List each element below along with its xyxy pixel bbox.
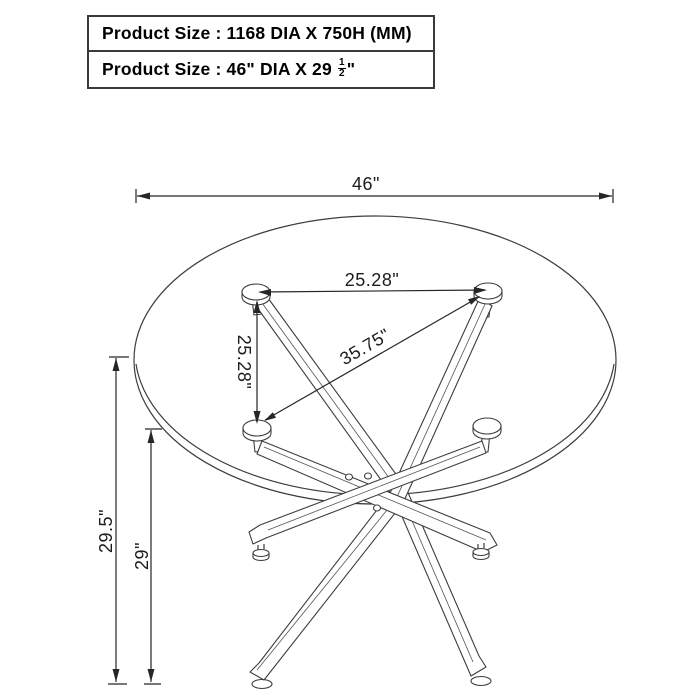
mounting-pad-top-left: [242, 284, 270, 305]
product-size-inch-text: Product Size : 46" DIA X 29: [102, 59, 337, 79]
dim-label-pad-diagonal: 35.75": [336, 324, 394, 370]
mounting-pad-top-right: [474, 283, 502, 304]
dim-label-pad-depth: 25.28": [234, 334, 254, 390]
foot-glide-front-left: [252, 680, 272, 689]
fraction-denominator: 2: [338, 68, 345, 79]
dim-pad-spacing-depth: [234, 300, 261, 424]
foot-glide-rear-right: [473, 549, 489, 560]
dim-overall-height: [96, 357, 129, 684]
leg-joint-knob: [346, 474, 353, 480]
dim-top-diameter: [136, 174, 613, 203]
mounting-pad-bottom-right: [473, 418, 501, 439]
leg-joint-knob: [374, 505, 381, 511]
dim-label-pad-width: 25.28": [344, 270, 400, 290]
product-size-mm-text: Product Size : 1168 DIA X 750H (MM): [102, 23, 412, 43]
dim-label-base-height: 29": [132, 542, 152, 570]
dim-pad-spacing-width: [258, 270, 487, 296]
leg-joint-knob: [365, 473, 372, 479]
dim-label-overall-height: 29.5": [96, 509, 116, 553]
foot-glide-front-right: [471, 677, 491, 686]
glass-thickness-edge: [136, 364, 614, 495]
foot-glide-rear-left: [253, 550, 269, 561]
fraction-numerator: 1: [338, 56, 345, 68]
dim-label-top-diameter: 46": [352, 174, 380, 194]
inch-mark: ": [346, 59, 356, 79]
dim-base-height: [132, 429, 162, 684]
